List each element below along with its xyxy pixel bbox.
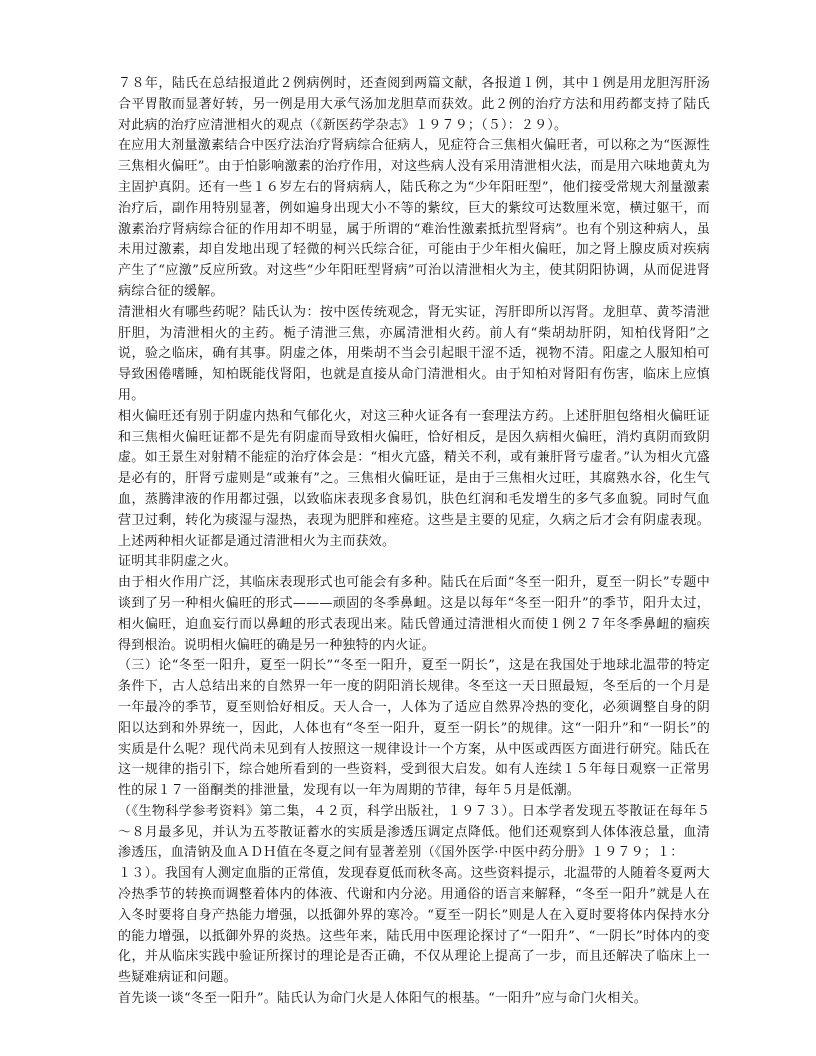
paragraph-8: （《生物科学参考资料》第二集，４２页，科学出版社，１９７３）。日本学者发现五苓散证在每年５～８月最多见，并认为五苓散证蓄水的实质是渗透压调定点降低。他们还观察到人体体液总量，血清渗透压，血清钠及血ＡＤＨ值在冬夏之间有显著差别（《国外医学·中医中药分册》１９７９；１： xyxy=(118,803,710,861)
paragraph-4: 相火偏旺还有别于阴虚内热和气郁化火，对这三种火证各有一套理法方药。上述肝胆包络相火偏旺证和三焦相火偏旺证都不是先有阴虚而导致相火偏旺，恰好相反，是因久病相火偏旺，消灼真阴而致阴虚。如王景生对射精不能症的治疗体会是：“相火亢盛，精关不利，或有兼肝肾亏虚者。”认为相火亢盛是必有的，肝肾亏虚则是“或兼有”之。三焦相火偏旺证，是由于三焦相火过旺，其腐熟水谷，化生气血，蒸腾津液的作用都过强，以致临床表现多食易饥，肤色红润和毛发增生的多气多血貌。同时气血营卫过剩，转化为痰湿与湿热，表现为肥胖和痤疮。这些是主要的见症，久病之后才会有阴虚表现。上述两种相火证都是通过清泄相火为主而获效。 xyxy=(118,408,710,549)
paragraph-7: （三）论“冬至一阳升，夏至一阴长”“冬至一阳升，夏至一阴长”，这是在我国处于地球北温带的特定条件下，古人总结出来的自然界一年一度的阴阳消长规律。冬至这一天日照最短，冬至后的一个月是一年最冷的季节，夏至则恰好相反。天人合一，人体为了适应自然界冷热的变化，必须调整自身的阴阳以达到和外界统一，因此，人体也有“冬至一阳升，夏至一阴长”的规律。这“一阳升”和“一阴长”的实质是什么呢？现代尚未见到有人按照这一规律设计一个方案，从中医或西医方面进行研究。陆氏在这一规律的指引下，综合她所看到的一些资料，受到很大启发。如有人连续１５年每日观察一正常男性的尿１７一甾酮类的排泄量，发现有以一年为周期的节律，每年５月是低潮。 xyxy=(118,658,710,799)
paragraph-5: 证明其非阴虚之火。 xyxy=(118,554,237,570)
paragraph-6: 由于相火作用广泛，其临床表现形式也可能会有多种。陆氏在后面“冬至一阳升，夏至一阴长”专题中谈到了另一种相火偏旺的形式———顽固的冬季鼻衄。这是以每年“冬至一阳升”的季节，阳升太过，相火偏旺，迫血妄行而以鼻衄的形式表现出来。陆氏曾通过清泄相火而使１例２７年冬季鼻衄的痼疾得到根治。说明相火偏旺的确是另一种独特的内火证。 xyxy=(118,575,710,653)
paragraph-2: 在应用大剂量激素结合中医疗法治疗肾病综合征病人，见症符合三焦相火偏旺者，可以称之为“医源性三焦相火偏旺”。由于怕影响激素的治疗作用，对这些病人没有采用清泄相火法，而是用六味地黄丸为主固护真阴。还有一些１６岁左右的肾病病人，陆氏称之为“少年阳旺型”，他们接受常规大剂量激素治疗后，副作用特别显著，例如遍身出现大小不等的紫纹，巨大的紫纹可达数厘米宽，横过躯干，而激素治疗肾病综合征的作用却不明显，属于所谓的“难治性激素抵抗型肾病”。也有个别这种病人，虽未用过激素，却自发地出现了轻微的柯兴氏综合征，可能由于少年相火偏旺，加之肾上腺皮质对疾病产生了“应激”反应所致。对这些“少年阳旺型肾病”可治以清泄相火为主，使其阴阳协调，从而促进肾病综合征的缓解。 xyxy=(118,138,710,299)
paragraph-9: １３）。我国有人测定血脂的正常值，发现春夏低而秋冬高。这些资料提示，北温带的人随着冬夏两大冷热季节的转换而调整着体内的体液、代谢和内分泌。用通俗的语言来解释，“冬至一阳升”就是人在入冬时要将自身产热能力增强，以抵御外界的寒冷。“夏至一阴长”则是人在入夏时要将体内保持水分的能力增强，以抵御外界的炎热。这些年来，陆氏用中医理论探讨了“一阳升”、“一阴长”时体内的变化，并从临床实践中验证所探讨的理论是否正确，不仅从理论上提高了一步，而且还解决了临床上一些疑难病证和问题。 xyxy=(118,866,710,986)
paragraph-1: ７８年，陆氏在总结报道此２例病例时，还查阅到两篇文献，各报道１例，其中１例是用龙胆泻肝汤合平胃散而显著好转，另一例是用大承气汤加龙胆草而获效。此２例的治疗方法和用药都支持了陆氏对此病的治疗应清泄相火的观点（《新医药学杂志》１９７９；（５）：２９）。 xyxy=(118,76,710,133)
paragraph-3: 清泄相火有哪些药呢？陆氏认为：按中医传统观念，肾无实证，泻肝即所以泻肾。龙胆草、黄芩清泄肝胆，为清泄相火的主药。栀子清泄三焦，亦属清泄相火药。前人有“柴胡劫肝阴，知柏伐肾阳”之说，验之临床，确有其事。阴虚之体，用柴胡不当会引起眼干涩不适，视物不清。阳虚之人服知柏可导致困倦嗜睡，知柏既能伐肾阳，也就是直接从命门清泄相火。由于知柏对肾阳有伤害，临床上应慎用。 xyxy=(118,304,710,403)
paragraph-10: 首先谈一谈“冬至一阳升”。陆氏认为命门火是人体阳气的根基。“一阳升”应与命门火相关。 xyxy=(118,991,647,1007)
